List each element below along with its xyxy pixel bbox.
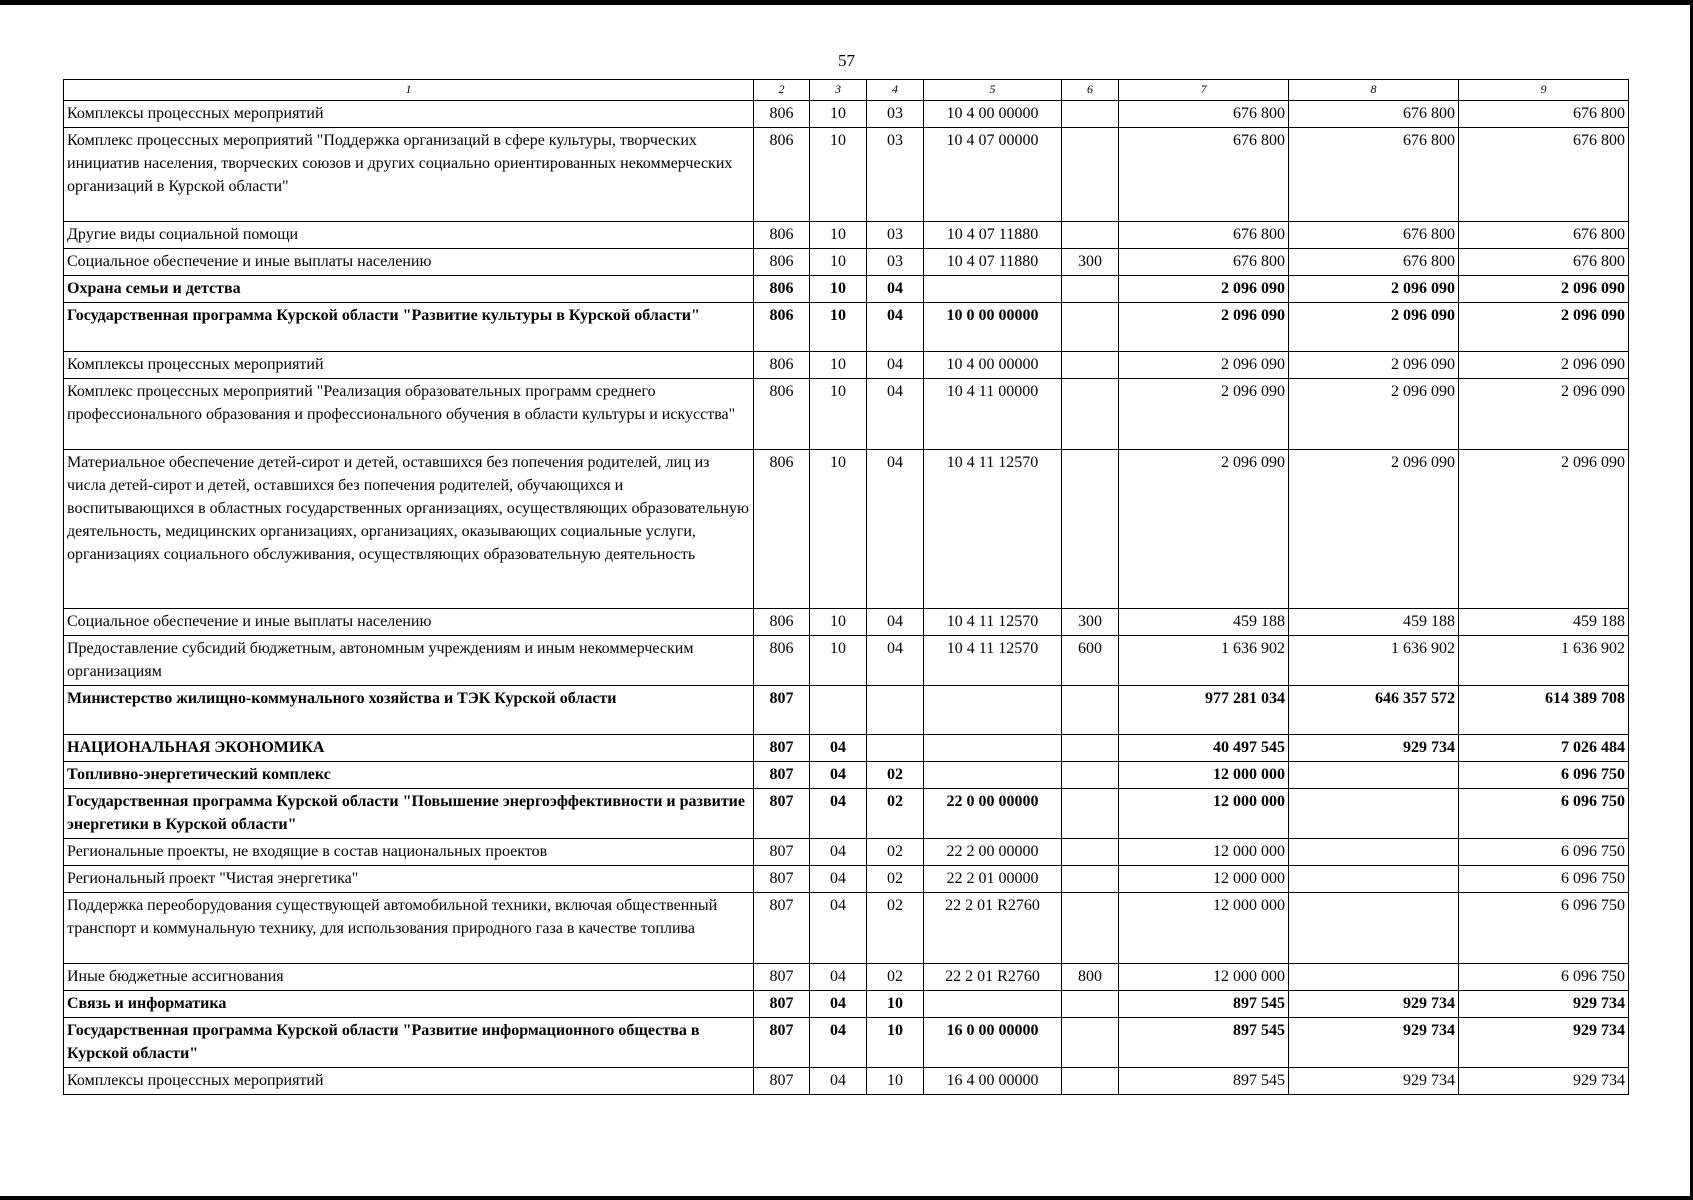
cell-description: Региональные проекты, не входящие в состав национальных проектов — [64, 839, 754, 866]
cell-section-code: 04 — [810, 991, 867, 1018]
cell-amount-year-2: 1 636 902 — [1289, 636, 1459, 686]
cell-amount-year-3: 1 636 902 — [1459, 636, 1629, 686]
cell-amount-year-3: 6 096 750 — [1459, 762, 1629, 789]
cell-ministry-code: 807 — [754, 735, 810, 762]
cell-amount-year-1: 459 188 — [1119, 609, 1289, 636]
cell-expense-type — [1062, 379, 1119, 450]
cell-amount-year-2 — [1289, 893, 1459, 964]
cell-amount-year-3: 676 800 — [1459, 222, 1629, 249]
cell-section-code: 10 — [810, 128, 867, 222]
cell-description: Топливно-энергетический комплекс — [64, 762, 754, 789]
column-header: 5 — [924, 80, 1062, 101]
cell-section-code: 04 — [810, 735, 867, 762]
cell-section-code: 10 — [810, 303, 867, 352]
cell-amount-year-1: 676 800 — [1119, 249, 1289, 276]
cell-expense-type — [1062, 1068, 1119, 1095]
cell-ministry-code: 806 — [754, 249, 810, 276]
cell-target-article: 22 2 00 00000 — [924, 839, 1062, 866]
cell-target-article: 10 4 11 00000 — [924, 379, 1062, 450]
cell-amount-year-2: 929 734 — [1289, 991, 1459, 1018]
budget-table-body — [64, 80, 1629, 1095]
cell-ministry-code: 806 — [754, 222, 810, 249]
cell-expense-type: 800 — [1062, 964, 1119, 991]
cell-section-code: 10 — [810, 450, 867, 609]
cell-amount-year-1: 12 000 000 — [1119, 839, 1289, 866]
cell-subsection-code: 03 — [867, 128, 924, 222]
cell-amount-year-2 — [1289, 762, 1459, 789]
cell-expense-type — [1062, 303, 1119, 352]
cell-amount-year-2 — [1289, 789, 1459, 839]
cell-expense-type — [1062, 686, 1119, 735]
cell-target-article: 10 4 00 00000 — [924, 101, 1062, 128]
cell-description: Региональный проект "Чистая энергетика" — [64, 866, 754, 893]
cell-amount-year-2 — [1289, 839, 1459, 866]
cell-amount-year-2: 2 096 090 — [1289, 303, 1459, 352]
cell-amount-year-3: 6 096 750 — [1459, 789, 1629, 839]
cell-expense-type — [1062, 128, 1119, 222]
cell-amount-year-1: 2 096 090 — [1119, 276, 1289, 303]
cell-subsection-code: 10 — [867, 1018, 924, 1068]
table-row — [64, 1018, 1629, 1068]
cell-description: Комплекс процессных мероприятий "Реализация образовательных программ среднего профессионального образования и профессионального обучения в области культуры и искусства" — [64, 379, 754, 450]
cell-amount-year-3: 2 096 090 — [1459, 352, 1629, 379]
column-header: 6 — [1062, 80, 1119, 101]
cell-subsection-code: 10 — [867, 991, 924, 1018]
cell-amount-year-3: 2 096 090 — [1459, 379, 1629, 450]
cell-amount-year-2: 929 734 — [1289, 1018, 1459, 1068]
cell-section-code: 10 — [810, 379, 867, 450]
cell-target-article: 16 4 00 00000 — [924, 1068, 1062, 1095]
cell-section-code: 04 — [810, 1068, 867, 1095]
cell-target-article — [924, 762, 1062, 789]
cell-amount-year-3: 614 389 708 — [1459, 686, 1629, 735]
cell-amount-year-1: 897 545 — [1119, 991, 1289, 1018]
cell-ministry-code: 806 — [754, 609, 810, 636]
cell-amount-year-2: 2 096 090 — [1289, 450, 1459, 609]
cell-amount-year-1: 676 800 — [1119, 101, 1289, 128]
column-header: 7 — [1119, 80, 1289, 101]
cell-ministry-code: 807 — [754, 686, 810, 735]
cell-description: Охрана семьи и детства — [64, 276, 754, 303]
cell-expense-type — [1062, 839, 1119, 866]
cell-ministry-code: 807 — [754, 866, 810, 893]
cell-subsection-code: 04 — [867, 379, 924, 450]
cell-section-code: 04 — [810, 839, 867, 866]
cell-section-code: 10 — [810, 352, 867, 379]
table-row — [64, 893, 1629, 964]
cell-section-code: 04 — [810, 762, 867, 789]
table-row — [64, 762, 1629, 789]
cell-amount-year-2: 2 096 090 — [1289, 379, 1459, 450]
cell-amount-year-3: 676 800 — [1459, 101, 1629, 128]
cell-description: Социальное обеспечение и иные выплаты населению — [64, 249, 754, 276]
table-row — [64, 866, 1629, 893]
column-header: 4 — [867, 80, 924, 101]
cell-expense-type — [1062, 222, 1119, 249]
cell-amount-year-2: 459 188 — [1289, 609, 1459, 636]
cell-amount-year-1: 977 281 034 — [1119, 686, 1289, 735]
cell-subsection-code: 10 — [867, 1068, 924, 1095]
cell-subsection-code: 02 — [867, 893, 924, 964]
cell-subsection-code: 04 — [867, 450, 924, 609]
table-row — [64, 686, 1629, 735]
cell-amount-year-3: 2 096 090 — [1459, 450, 1629, 609]
cell-target-article — [924, 735, 1062, 762]
cell-amount-year-1: 2 096 090 — [1119, 450, 1289, 609]
cell-amount-year-2: 676 800 — [1289, 249, 1459, 276]
table-row — [64, 735, 1629, 762]
cell-target-article: 10 4 00 00000 — [924, 352, 1062, 379]
cell-ministry-code: 807 — [754, 839, 810, 866]
cell-description: Комплексы процессных мероприятий — [64, 101, 754, 128]
cell-ministry-code: 807 — [754, 789, 810, 839]
cell-amount-year-1: 12 000 000 — [1119, 789, 1289, 839]
cell-amount-year-1: 2 096 090 — [1119, 303, 1289, 352]
cell-ministry-code: 807 — [754, 964, 810, 991]
table-row — [64, 352, 1629, 379]
cell-target-article: 22 2 01 00000 — [924, 866, 1062, 893]
cell-expense-type: 300 — [1062, 249, 1119, 276]
cell-description: Иные бюджетные ассигнования — [64, 964, 754, 991]
table-row — [64, 450, 1629, 609]
cell-ministry-code: 807 — [754, 1018, 810, 1068]
table-row — [64, 789, 1629, 839]
cell-amount-year-3: 2 096 090 — [1459, 303, 1629, 352]
cell-expense-type — [1062, 276, 1119, 303]
column-number-header-row — [64, 80, 1629, 101]
table-row — [64, 991, 1629, 1018]
table-row — [64, 249, 1629, 276]
cell-expense-type — [1062, 101, 1119, 128]
cell-target-article: 22 2 01 R2760 — [924, 893, 1062, 964]
cell-amount-year-1: 676 800 — [1119, 222, 1289, 249]
table-row — [64, 101, 1629, 128]
cell-amount-year-1: 897 545 — [1119, 1018, 1289, 1068]
cell-ministry-code: 806 — [754, 379, 810, 450]
cell-section-code: 04 — [810, 964, 867, 991]
cell-subsection-code: 02 — [867, 762, 924, 789]
cell-ministry-code: 806 — [754, 128, 810, 222]
cell-ministry-code: 806 — [754, 352, 810, 379]
cell-amount-year-2: 929 734 — [1289, 735, 1459, 762]
cell-amount-year-1: 2 096 090 — [1119, 379, 1289, 450]
cell-subsection-code: 03 — [867, 222, 924, 249]
cell-ministry-code: 807 — [754, 1068, 810, 1095]
cell-expense-type — [1062, 866, 1119, 893]
cell-amount-year-1: 676 800 — [1119, 128, 1289, 222]
cell-amount-year-3: 676 800 — [1459, 128, 1629, 222]
cell-subsection-code: 04 — [867, 636, 924, 686]
cell-description: Комплекс процессных мероприятий "Поддержка организаций в сфере культуры, творческих инициатив населения, творческих союзов и других социально ориентированных некоммерческих организаций в Курской области" — [64, 128, 754, 222]
cell-expense-type — [1062, 893, 1119, 964]
cell-ministry-code: 806 — [754, 303, 810, 352]
cell-section-code: 04 — [810, 866, 867, 893]
cell-amount-year-1: 40 497 545 — [1119, 735, 1289, 762]
cell-target-article: 10 4 07 11880 — [924, 222, 1062, 249]
cell-expense-type: 300 — [1062, 609, 1119, 636]
cell-amount-year-2: 676 800 — [1289, 101, 1459, 128]
cell-amount-year-2: 2 096 090 — [1289, 352, 1459, 379]
page-frame-bottom — [0, 1196, 1693, 1200]
cell-description: Предоставление субсидий бюджетным, автономным учреждениям и иным некоммерческим организациям — [64, 636, 754, 686]
cell-amount-year-2: 676 800 — [1289, 222, 1459, 249]
cell-description: Государственная программа Курской области "Развитие информационного общества в Курской области" — [64, 1018, 754, 1068]
cell-ministry-code: 807 — [754, 762, 810, 789]
cell-ministry-code: 806 — [754, 276, 810, 303]
cell-section-code: 04 — [810, 1018, 867, 1068]
cell-description: Комплексы процессных мероприятий — [64, 1068, 754, 1095]
cell-section-code: 10 — [810, 101, 867, 128]
cell-subsection-code: 04 — [867, 276, 924, 303]
cell-description: Социальное обеспечение и иные выплаты населению — [64, 609, 754, 636]
cell-amount-year-3: 929 734 — [1459, 991, 1629, 1018]
table-row — [64, 128, 1629, 222]
cell-amount-year-3: 6 096 750 — [1459, 964, 1629, 991]
table-row — [64, 964, 1629, 991]
cell-target-article: 10 4 07 00000 — [924, 128, 1062, 222]
column-header: 3 — [810, 80, 867, 101]
cell-subsection-code — [867, 735, 924, 762]
cell-expense-type — [1062, 352, 1119, 379]
cell-amount-year-2: 676 800 — [1289, 128, 1459, 222]
cell-section-code: 04 — [810, 789, 867, 839]
table-row — [64, 276, 1629, 303]
cell-amount-year-2 — [1289, 964, 1459, 991]
cell-description: Государственная программа Курской области "Развитие культуры в Курской области" — [64, 303, 754, 352]
table-row — [64, 1068, 1629, 1095]
column-header: 1 — [64, 80, 754, 101]
cell-description: Комплексы процессных мероприятий — [64, 352, 754, 379]
cell-description: Другие виды социальной помощи — [64, 222, 754, 249]
cell-description: Государственная программа Курской области "Повышение энергоэффективности и развитие энергетики в Курской области" — [64, 789, 754, 839]
cell-subsection-code: 02 — [867, 866, 924, 893]
cell-subsection-code: 03 — [867, 101, 924, 128]
cell-section-code: 10 — [810, 249, 867, 276]
cell-amount-year-3: 6 096 750 — [1459, 839, 1629, 866]
column-header: 8 — [1289, 80, 1459, 101]
cell-amount-year-2: 2 096 090 — [1289, 276, 1459, 303]
cell-section-code: 10 — [810, 636, 867, 686]
cell-section-code: 10 — [810, 222, 867, 249]
table-row — [64, 379, 1629, 450]
cell-target-article: 22 2 01 R2760 — [924, 964, 1062, 991]
cell-amount-year-2 — [1289, 866, 1459, 893]
cell-target-article: 10 4 11 12570 — [924, 609, 1062, 636]
cell-subsection-code: 03 — [867, 249, 924, 276]
cell-expense-type — [1062, 735, 1119, 762]
cell-ministry-code: 806 — [754, 101, 810, 128]
cell-amount-year-3: 676 800 — [1459, 249, 1629, 276]
cell-amount-year-1: 12 000 000 — [1119, 866, 1289, 893]
column-header: 2 — [754, 80, 810, 101]
cell-target-article — [924, 276, 1062, 303]
cell-subsection-code: 02 — [867, 964, 924, 991]
cell-amount-year-2: 646 357 572 — [1289, 686, 1459, 735]
cell-section-code: 04 — [810, 893, 867, 964]
cell-amount-year-1: 12 000 000 — [1119, 762, 1289, 789]
cell-subsection-code: 04 — [867, 609, 924, 636]
budget-table — [63, 79, 1629, 1095]
cell-subsection-code: 02 — [867, 839, 924, 866]
cell-expense-type: 600 — [1062, 636, 1119, 686]
cell-expense-type — [1062, 762, 1119, 789]
cell-description: Связь и информатика — [64, 991, 754, 1018]
cell-target-article: 16 0 00 00000 — [924, 1018, 1062, 1068]
cell-amount-year-3: 929 734 — [1459, 1068, 1629, 1095]
cell-ministry-code: 807 — [754, 991, 810, 1018]
cell-expense-type — [1062, 789, 1119, 839]
cell-target-article: 10 4 07 11880 — [924, 249, 1062, 276]
column-header: 9 — [1459, 80, 1629, 101]
table-row — [64, 839, 1629, 866]
cell-target-article: 10 4 11 12570 — [924, 450, 1062, 609]
cell-description: Материальное обеспечение детей-сирот и детей, оставшихся без попечения родителей, лиц из числа детей-сирот и детей, оставшихся без попечения родителей, обучающихся и воспитывающихся в областных государственных организациях, осуществляющих образовательную деятельность, медицинских организациях, организациях, оказывающих социальные услуги, организациях социального обслуживания, осуществляющих образовательную деятельность — [64, 450, 754, 609]
cell-target-article: 10 4 11 12570 — [924, 636, 1062, 686]
table-row — [64, 222, 1629, 249]
table-row — [64, 636, 1629, 686]
cell-subsection-code: 04 — [867, 352, 924, 379]
cell-subsection-code: 04 — [867, 303, 924, 352]
cell-amount-year-1: 2 096 090 — [1119, 352, 1289, 379]
cell-amount-year-3: 2 096 090 — [1459, 276, 1629, 303]
cell-description: Поддержка переоборудования существующей автомобильной техники, включая общественный транспорт и коммунальную технику, для использования природного газа в качестве топлива — [64, 893, 754, 964]
cell-amount-year-3: 929 734 — [1459, 1018, 1629, 1068]
cell-amount-year-1: 1 636 902 — [1119, 636, 1289, 686]
cell-amount-year-1: 12 000 000 — [1119, 964, 1289, 991]
cell-target-article: 22 0 00 00000 — [924, 789, 1062, 839]
table-row — [64, 303, 1629, 352]
cell-ministry-code: 806 — [754, 450, 810, 609]
cell-target-article: 10 0 00 00000 — [924, 303, 1062, 352]
cell-description: НАЦИОНАЛЬНАЯ ЭКОНОМИКА — [64, 735, 754, 762]
cell-expense-type — [1062, 1018, 1119, 1068]
cell-amount-year-3: 459 188 — [1459, 609, 1629, 636]
table-row — [64, 609, 1629, 636]
cell-ministry-code: 806 — [754, 636, 810, 686]
cell-section-code: 10 — [810, 609, 867, 636]
cell-section-code — [810, 686, 867, 735]
cell-description: Министерство жилищно-коммунального хозяйства и ТЭК Курской области — [64, 686, 754, 735]
cell-amount-year-2: 929 734 — [1289, 1068, 1459, 1095]
cell-target-article — [924, 991, 1062, 1018]
cell-target-article — [924, 686, 1062, 735]
cell-subsection-code — [867, 686, 924, 735]
cell-section-code: 10 — [810, 276, 867, 303]
page-frame-top — [0, 0, 1693, 5]
cell-amount-year-1: 12 000 000 — [1119, 893, 1289, 964]
cell-expense-type — [1062, 991, 1119, 1018]
cell-amount-year-3: 7 026 484 — [1459, 735, 1629, 762]
page-number: 57 — [838, 51, 855, 70]
cell-ministry-code: 807 — [754, 893, 810, 964]
cell-amount-year-1: 897 545 — [1119, 1068, 1289, 1095]
cell-amount-year-3: 6 096 750 — [1459, 893, 1629, 964]
cell-subsection-code: 02 — [867, 789, 924, 839]
cell-amount-year-3: 6 096 750 — [1459, 866, 1629, 893]
cell-expense-type — [1062, 450, 1119, 609]
